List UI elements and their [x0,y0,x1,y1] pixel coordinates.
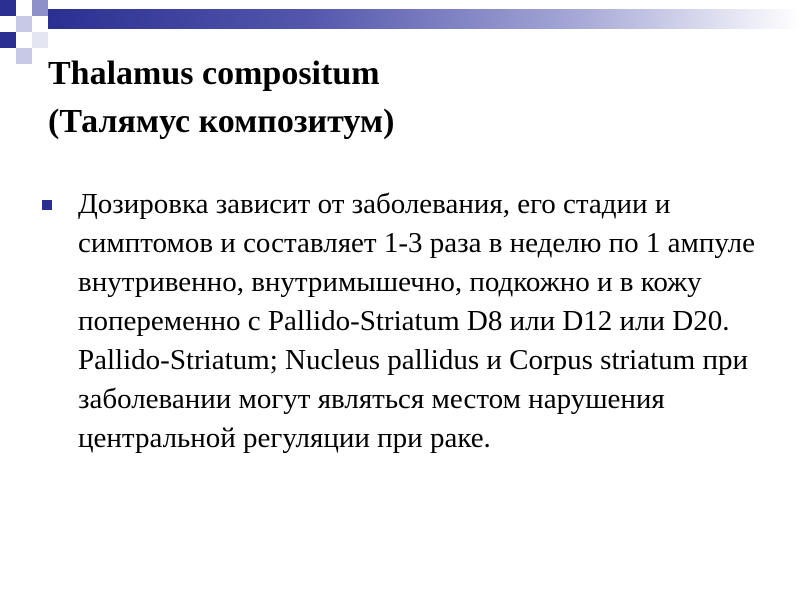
decor-square [32,0,48,16]
decor-square [0,0,16,16]
header-gradient-bar [48,9,800,29]
bullet-list [40,185,760,458]
bullet-text: Дозировка зависит от заболевания, его стадии и симптомов и составляет 1-3 раза в неделю по 1 ампуле внутривенно, внутримышечно, подкожно и в кожу попеременно с Pallido-Striatum D8 или D12 или D20. Pallido-Striatum; Nucleus pallidus и Corpus striatum при заболевании могут являться местом нарушения центральной регуляции при раке. [78,188,755,454]
title-line-1: Thalamus compositum [48,55,380,92]
slide-title [48,50,748,146]
title-line-2: (Талямус композитум) [48,103,395,140]
square-bullet-icon [42,200,52,210]
decor-square [16,48,32,64]
decor-square [0,32,16,48]
decor-square [32,32,48,48]
decor-square [16,16,32,32]
bullet-item [40,185,760,458]
